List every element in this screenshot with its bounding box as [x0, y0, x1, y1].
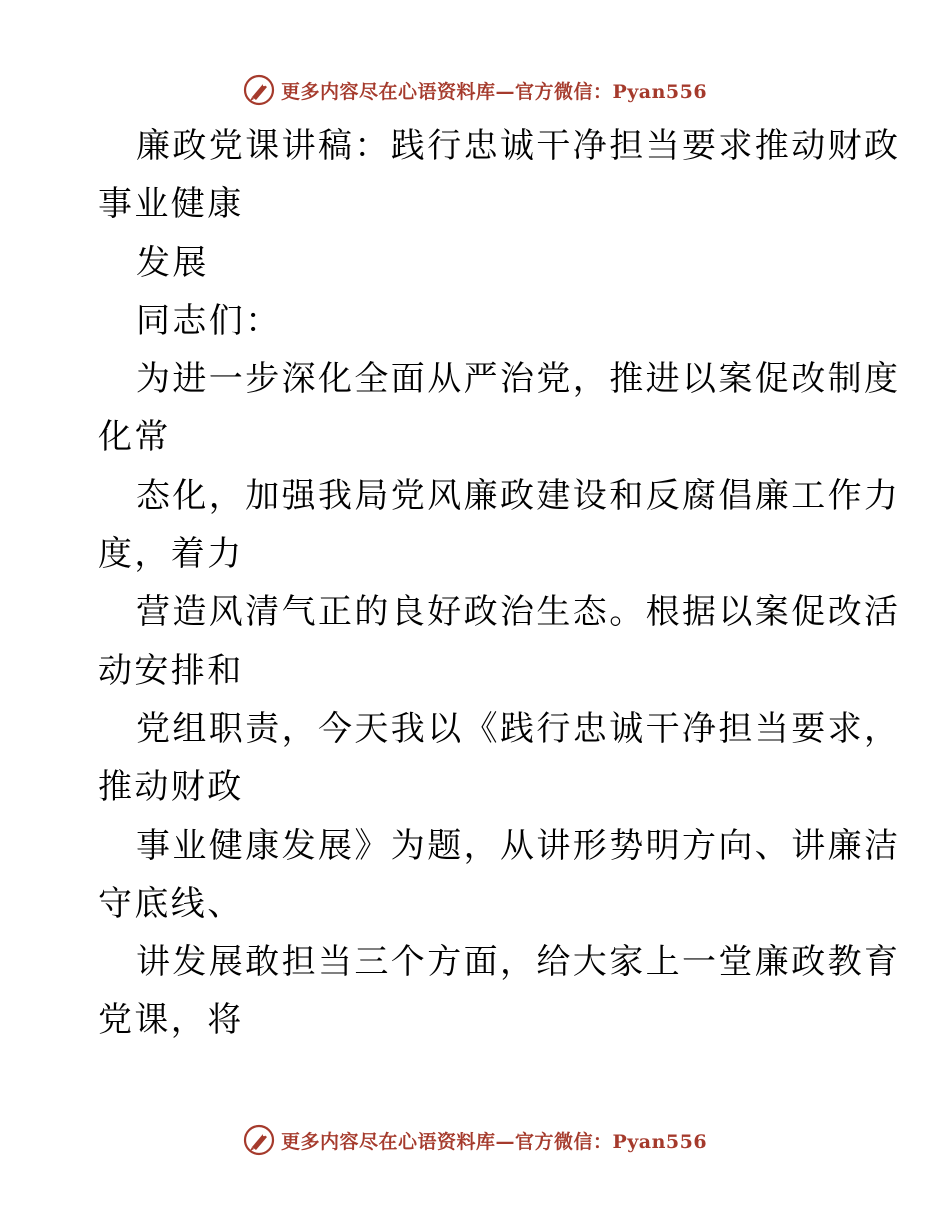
pen-logo-icon [243, 74, 275, 106]
text-line: 为进一步深化全面从严治党，推进以案促改制度 [136, 359, 901, 400]
header-banner [0, 70, 950, 110]
text-line: 党组职责，今天我以《践行忠诚干净担当要求， [136, 708, 901, 749]
text-line: 事业健康 [98, 184, 244, 225]
footer-banner-text: 更多内容尽在心语资料库—官方微信：Pyan556 [280, 1130, 708, 1153]
text-line: 动安排和 [98, 650, 244, 691]
text-line: 度，着力 [98, 534, 244, 575]
text-line: 发展 [136, 242, 209, 283]
text-line: 廉政党课讲稿：践行忠诚干净担当要求推动财政 [136, 126, 901, 166]
pen-logo-icon [243, 1124, 275, 1156]
text-line: 同志们： [136, 300, 282, 341]
text-line: 党课，将 [98, 1000, 244, 1041]
header-banner-text: 更多内容尽在心语资料库—官方微信：Pyan556 [280, 80, 708, 103]
text-line: 营造风清气正的良好政治生态。根据以案促改活 [136, 592, 901, 633]
text-line: 守底线、 [98, 883, 244, 924]
text-line: 化常 [98, 417, 171, 458]
text-line: 态化，加强我局党风廉政建设和反腐倡廉工作力 [136, 475, 901, 516]
text-line: 推动财政 [98, 767, 244, 808]
text-line: 讲发展敢担当三个方面，给大家上一堂廉政教育 [136, 942, 901, 983]
footer-banner [0, 1120, 950, 1160]
document-body [98, 117, 901, 1050]
text-line: 事业健康发展》为题，从讲形势明方向、讲廉洁 [136, 825, 901, 866]
